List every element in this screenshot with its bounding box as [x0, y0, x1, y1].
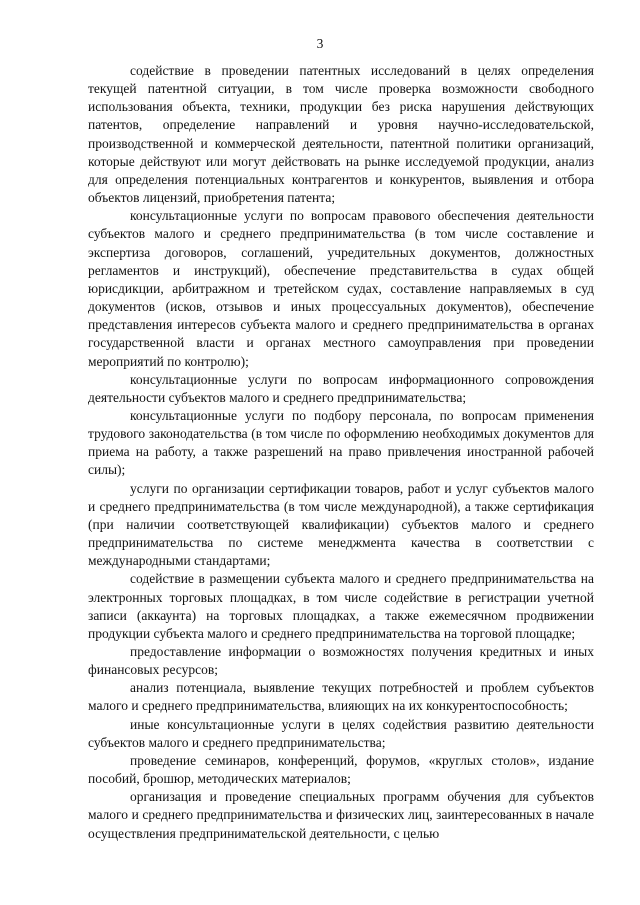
page-number: 3	[316, 36, 324, 51]
paragraph-patent-research: содействие в проведении патентных исследований в целях определения текущей патентной ситуации, в том числе проверка возможности свободного использования объекта, техники, продукции без риска нарушения действующих патентов, определение направлений и уровня научно-исследовательской, производственной и коммерческой деятельности, патентной политики организаций, которые действуют или могут действовать на рынке исследуемой продукции, анализ для определения потенциальных контрагентов и конкурентов, выявления и отбора объектов лицензий, приобретения патента;	[88, 63, 594, 206]
paragraph-training-programs: организация и проведение специальных программ обучения для субъектов малого и среднего предпринимательства и физических лиц, заинтересованных в начале осуществления предпринимательской деятельности, с целью	[88, 789, 594, 841]
paragraph-marketplaces: содействие в размещении субъекта малого и среднего предпринимательства на электронных торговых площадках, в том числе содействие в регистрации учетной записи (аккаунта) на торговых площадках, а также ежемесячном продвижении продукции субъекта малого и среднего предпринимательства на торговой площадке;	[88, 571, 594, 641]
paragraph-certification: услуги по организации сертификации товаров, работ и услуг субъектов малого и среднего предпринимательства (в том числе международной), а также сертификация (при наличии соответствующей квалификации) субъектов малого и среднего предпринимательства по системе менеджмента качества в соответствии с международными стандартами;	[88, 480, 594, 569]
paragraph-potential-analysis: анализ потенциала, выявление текущих потребностей и проблем субъектов малого и среднего предпринимательства, влияющих на их конкурентоспособность;	[88, 680, 594, 714]
paragraph-legal-consulting: консультационные услуги по вопросам правового обеспечения деятельности субъектов малого и среднего предпринимательства (в том числе составление и экспертиза договоров, соглашений, учредительных документов, должностных регламентов и инструкций), обеспечение представительства в судах общей юрисдикции, арбитражном и третейском судах, составление направляемых в суд документов (исков, отзывов и иных процессуальных документов), обеспечение представления интересов субъекта малого и среднего предпринимательства в органах государственной власти и органах местного самоуправления при проведении мероприятий по контролю);	[88, 208, 594, 369]
document-body	[88, 62, 594, 843]
paragraph-other-consulting: иные консультационные услуги в целях содействия развитию деятельности субъектов малого и среднего предпринимательства;	[88, 716, 594, 750]
paragraph-information-support: консультационные услуги по вопросам информационного сопровождения деятельности субъектов малого и среднего предпринимательства;	[88, 371, 594, 405]
paragraph-seminars: проведение семинаров, конференций, форумов, «круглых столов», издание пособий, брошюр, методических материалов;	[88, 752, 594, 787]
paragraph-credit-information: предоставление информации о возможностях получения кредитных и иных финансовых ресурсов;	[88, 644, 594, 678]
paragraph-personnel-consulting: консультационные услуги по подбору персонала, по вопросам применения трудового законодательства (в том числе по оформлению необходимых документов для приема на работу, а также разрешений на право привлечения иностранной рабочей силы);	[88, 407, 594, 478]
